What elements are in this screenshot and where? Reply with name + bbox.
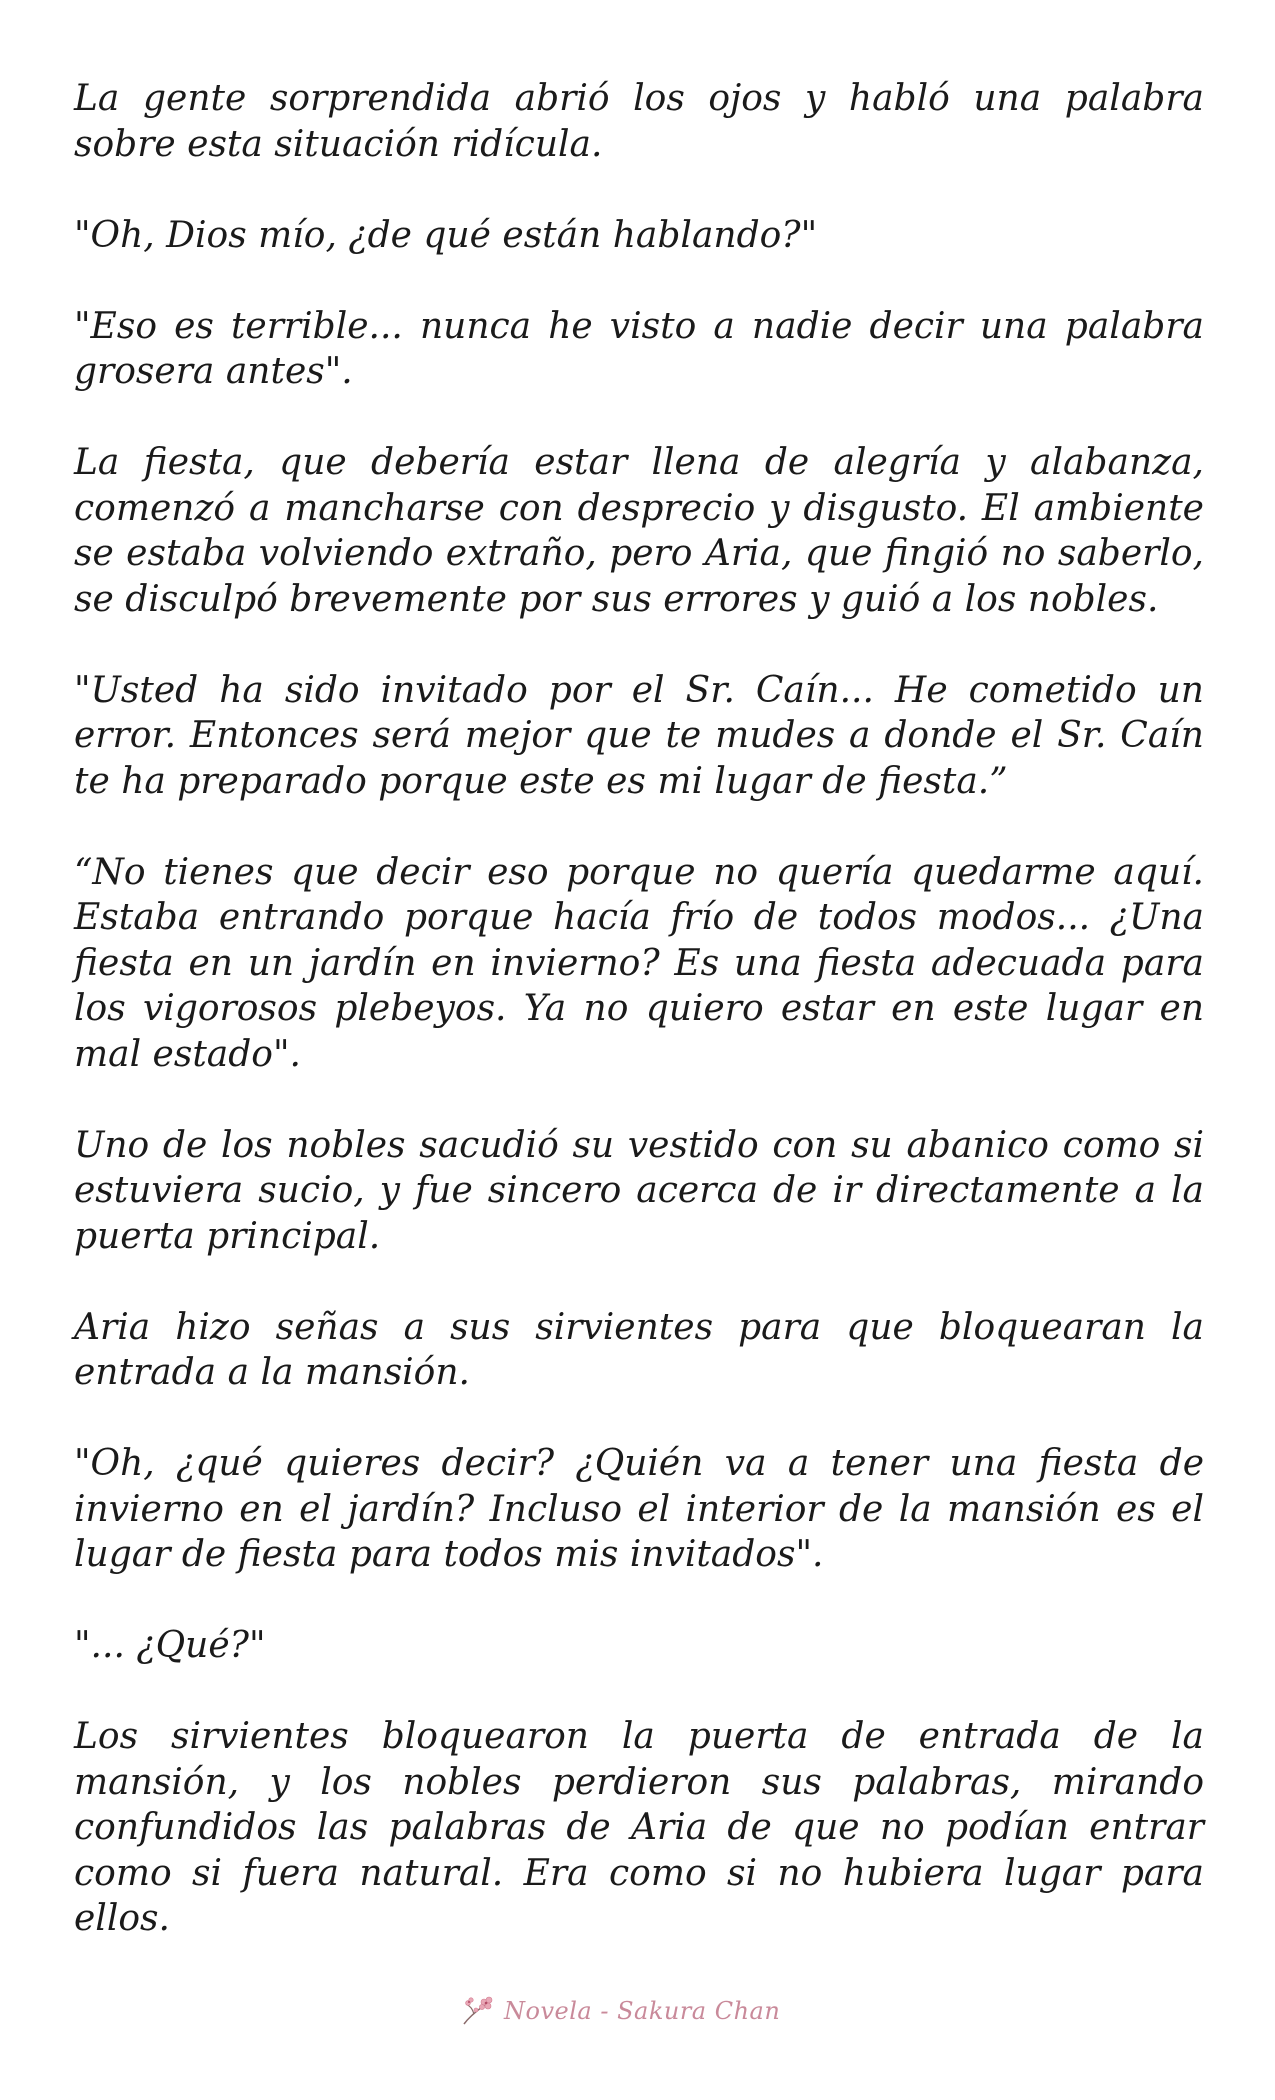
document-body xyxy=(74,76,1204,1942)
paragraph-5: "Usted ha sido invitado por el Sr. Caín... He cometido un error. Entonces será mejor que te mudes a donde el Sr. Caín te ha preparado porque este es mi lugar de fiesta.” xyxy=(74,669,1204,802)
cherry-blossom-icon xyxy=(460,1994,496,2028)
watermark-text: Novela - Sakura Chan xyxy=(504,1997,781,2025)
paragraph-9: "Oh, ¿qué quieres decir? ¿Quién va a tener una fiesta de invierno en el jardín? Incluso el interior de la mansión es el lugar de fiesta para todos mis invitados". xyxy=(74,1443,1204,1575)
paragraph-11: Los sirvientes bloquearon la puerta de entrada de la mansión, y los nobles perdieron sus palabras, mirando confundidos las palabras de Aria de que no podían entrar como si fuera natural. Era como si no hubiera lugar para ellos. xyxy=(74,1716,1204,1939)
paragraph-1: La gente sorprendida abrió los ojos y habló una palabra sobre esta situación ridícula. xyxy=(74,78,1204,165)
paragraph-4: La fiesta, que debería estar llena de alegría y alabanza, comenzó a mancharse con desprecio y disgusto. El ambiente se estaba volviendo extraño, pero Aria, que fingió no saberlo, se disculpó brevemente por sus errores y guió a los nobles. xyxy=(74,442,1204,620)
paragraph-6: “No tienes que decir eso porque no quería quedarme aquí. Estaba entrando porque hacía frío de todos modos... ¿Una fiesta en un jardín en invierno? Es una fiesta adecuada para los vigorosos plebeyos. Ya no quiero estar en este lugar en mal estado". xyxy=(74,851,1204,1075)
paragraph-7: Uno de los nobles sacudió su vestido con su abanico como si estuviera sucio, y fue sincero acerca de ir directamente a la puerta principal. xyxy=(74,1124,1204,1257)
watermark xyxy=(460,1994,780,2028)
paragraph-10: "... ¿Qué?" xyxy=(74,1625,266,1666)
paragraph-8: Aria hizo señas a sus sirvientes para que bloquearan la entrada a la mansión. xyxy=(74,1306,1204,1393)
paragraph-3: "Eso es terrible... nunca he visto a nadie decir una palabra grosera antes". xyxy=(74,305,1204,392)
paragraph-2: "Oh, Dios mío, ¿de qué están hablando?" xyxy=(74,214,818,256)
